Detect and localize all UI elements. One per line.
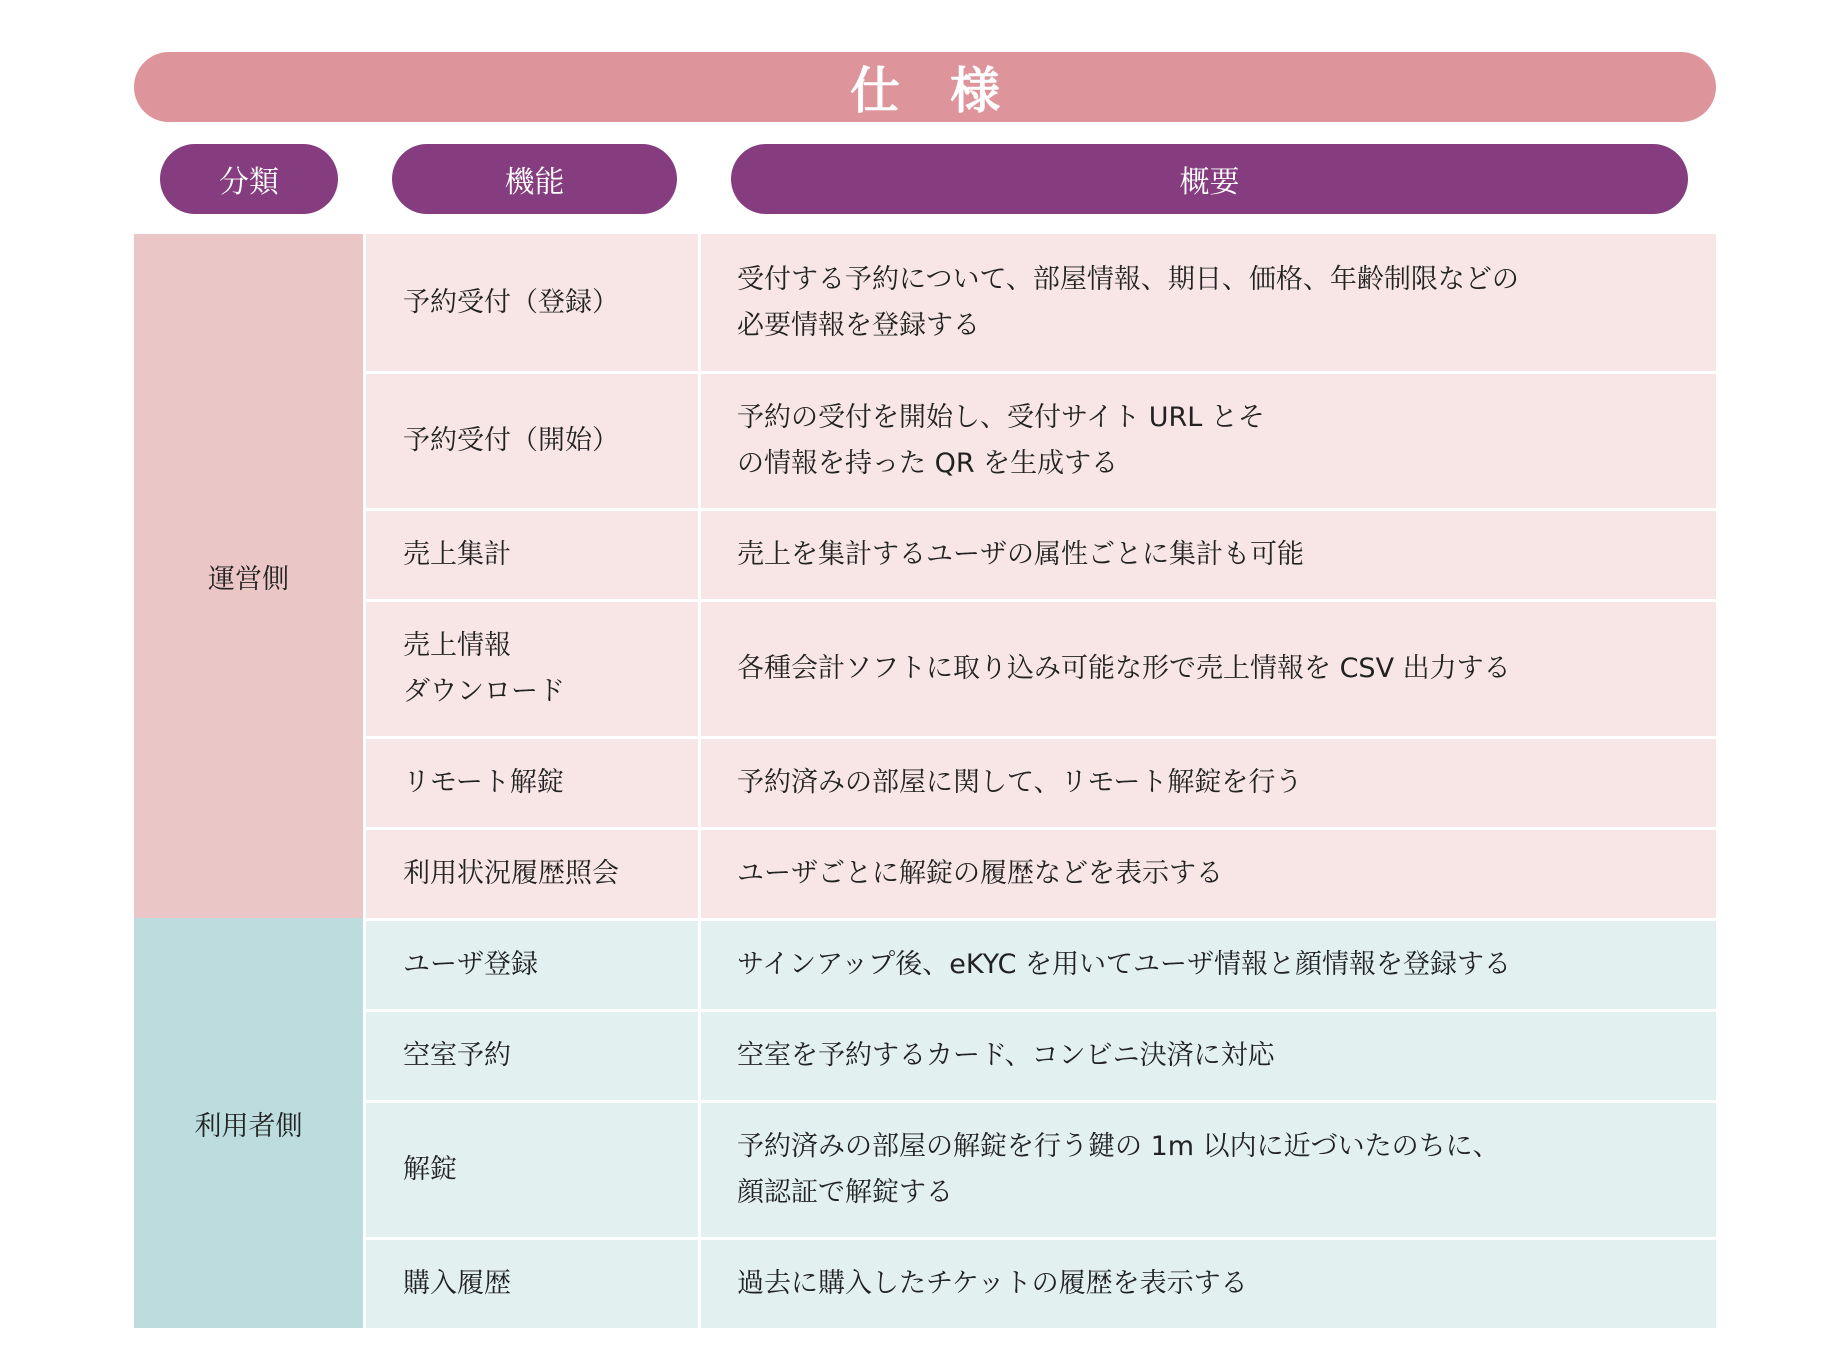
table-row [363, 1237, 1716, 1328]
summary-text: 空室を予約するカード、コンビニ決済に対応 [737, 1040, 1275, 1071]
summary-cell [701, 1012, 1716, 1100]
function-cell [363, 830, 701, 918]
table-row [363, 234, 1716, 371]
function-label: 予約受付（登録） [403, 286, 619, 318]
function-cell [363, 234, 701, 371]
function-cell [363, 739, 701, 827]
summary-cell [701, 511, 1716, 599]
summary-text: 売上を集計するユーザの属性ごとに集計も可能 [737, 539, 1304, 570]
summary-text: 予約済みの部屋の解錠を行う鍵の 1m 以内に近づいたのちに、 顔認証で解錠する [737, 1131, 1500, 1208]
function-label: 空室予約 [403, 1040, 511, 1071]
function-cell [363, 1103, 701, 1237]
summary-cell [701, 234, 1716, 371]
function-cell [363, 511, 701, 599]
spec-table [134, 234, 1716, 1328]
summary-text: 予約済みの部屋に関して、リモート解錠を行う [737, 767, 1303, 798]
summary-cell [701, 921, 1716, 1009]
function-cell [363, 1240, 701, 1328]
summary-cell [701, 739, 1716, 827]
page-title: 仕様 [850, 62, 1050, 120]
table-row [363, 599, 1716, 736]
summary-text: 過去に購入したチケットの履歴を表示する [737, 1268, 1248, 1299]
function-label: 予約受付（開始） [403, 425, 619, 456]
summary-cell [701, 374, 1716, 508]
summary-text: 予約の受付を開始し、受付サイト URL とそ の情報を持った QR を生成する [737, 402, 1265, 479]
table-row [363, 827, 1716, 918]
summary-cell [701, 1103, 1716, 1237]
group-operator [134, 234, 1716, 918]
function-label: ユーザ登録 [403, 949, 538, 980]
table-row [363, 1009, 1716, 1100]
group-user [134, 918, 1716, 1328]
group-rows [363, 918, 1716, 1328]
category-label: 利用者側 [194, 1110, 303, 1142]
spec-title-bar [134, 52, 1716, 122]
function-label: 利用状況履歴照会 [403, 858, 619, 889]
summary-text: 受付する予約について、部屋情報、期日、価格、年齢制限などの 必要情報を登録する [737, 263, 1519, 341]
function-cell [363, 1012, 701, 1100]
category-cell-operator [134, 234, 363, 918]
function-label: 購入履歴 [403, 1268, 511, 1299]
function-label: 売上情報 ダウンロード [403, 630, 565, 707]
table-row [363, 371, 1716, 508]
header-function: 機能 [392, 144, 677, 214]
group-rows [363, 234, 1716, 918]
function-label: リモート解錠 [403, 767, 564, 798]
function-label: 売上集計 [403, 539, 511, 570]
summary-text: サインアップ後、eKYC を用いてユーザ情報と顔情報を登録する [737, 949, 1512, 980]
summary-text: ユーザごとに解錠の履歴などを表示する [737, 858, 1223, 889]
category-cell-user [134, 918, 363, 1328]
header-category: 分類 [160, 144, 338, 214]
table-row [363, 736, 1716, 827]
header-summary: 概要 [731, 144, 1688, 214]
table-row [363, 508, 1716, 599]
function-cell [363, 602, 701, 736]
function-cell [363, 921, 701, 1009]
summary-text: 各種会計ソフトに取り込み可能な形で売上情報を CSV 出力する [737, 653, 1511, 684]
summary-cell [701, 602, 1716, 736]
function-label: 解錠 [403, 1154, 457, 1185]
table-row [363, 1100, 1716, 1237]
function-cell [363, 374, 701, 508]
summary-cell [701, 1240, 1716, 1328]
table-row [363, 918, 1716, 1009]
summary-cell [701, 830, 1716, 918]
category-label: 運営側 [208, 563, 289, 595]
